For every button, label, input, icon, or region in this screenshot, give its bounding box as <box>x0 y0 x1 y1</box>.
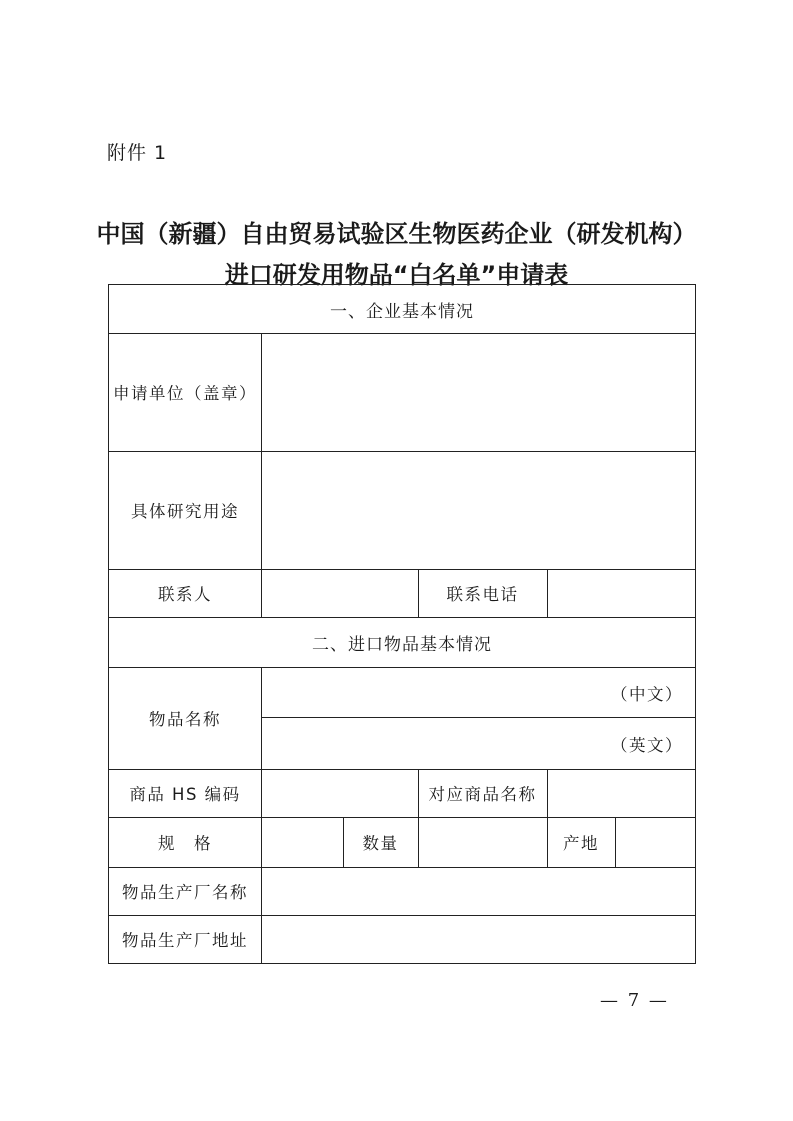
contact-phone-field[interactable] <box>548 570 695 617</box>
contact-person-label: 联系人 <box>158 585 212 604</box>
section-1-heading: 一、企业基本情况 <box>330 301 474 322</box>
specification-field[interactable] <box>262 818 343 867</box>
manufacturer-name-label: 物品生产厂名称 <box>122 883 248 902</box>
manufacturer-address-field[interactable] <box>262 916 695 963</box>
annex-label: 附件 1 <box>107 142 168 164</box>
applicant-field[interactable] <box>262 334 695 451</box>
section-2-heading: 二、进口物品基本情况 <box>312 634 492 655</box>
quantity-label: 数量 <box>362 834 399 853</box>
research-purpose-label: 具体研究用途 <box>131 502 239 521</box>
origin-field[interactable] <box>616 818 695 867</box>
applicant-label: 申请单位（盖章） <box>113 384 257 403</box>
item-name-chinese-field[interactable]: （中文） <box>611 684 683 704</box>
application-form-table <box>108 284 696 964</box>
hs-name-label: 对应商品名称 <box>428 785 537 804</box>
hs-name-field[interactable] <box>548 770 695 817</box>
form-title-line-1: 中国（新疆）自由贸易试验区生物医药企业（研发机构） <box>96 220 697 248</box>
specification-label: 规 格 <box>158 834 212 853</box>
quantity-field[interactable] <box>419 818 547 867</box>
form-title-line-2: 进口研发用物品“白名单”申请表 <box>224 261 569 289</box>
item-name-label: 物品名称 <box>149 710 221 729</box>
contact-phone-label: 联系电话 <box>446 585 519 604</box>
item-name-english-field[interactable]: （英文） <box>611 735 683 755</box>
page-number: — 7 — <box>600 990 669 1011</box>
origin-label: 产地 <box>563 834 599 853</box>
hs-code-label: 商品 HS 编码 <box>129 785 241 804</box>
research-purpose-field[interactable] <box>262 452 695 569</box>
manufacturer-address-label: 物品生产厂地址 <box>122 931 248 950</box>
hs-code-field[interactable] <box>262 770 418 817</box>
manufacturer-name-field[interactable] <box>262 868 695 915</box>
contact-person-field[interactable] <box>262 570 418 617</box>
